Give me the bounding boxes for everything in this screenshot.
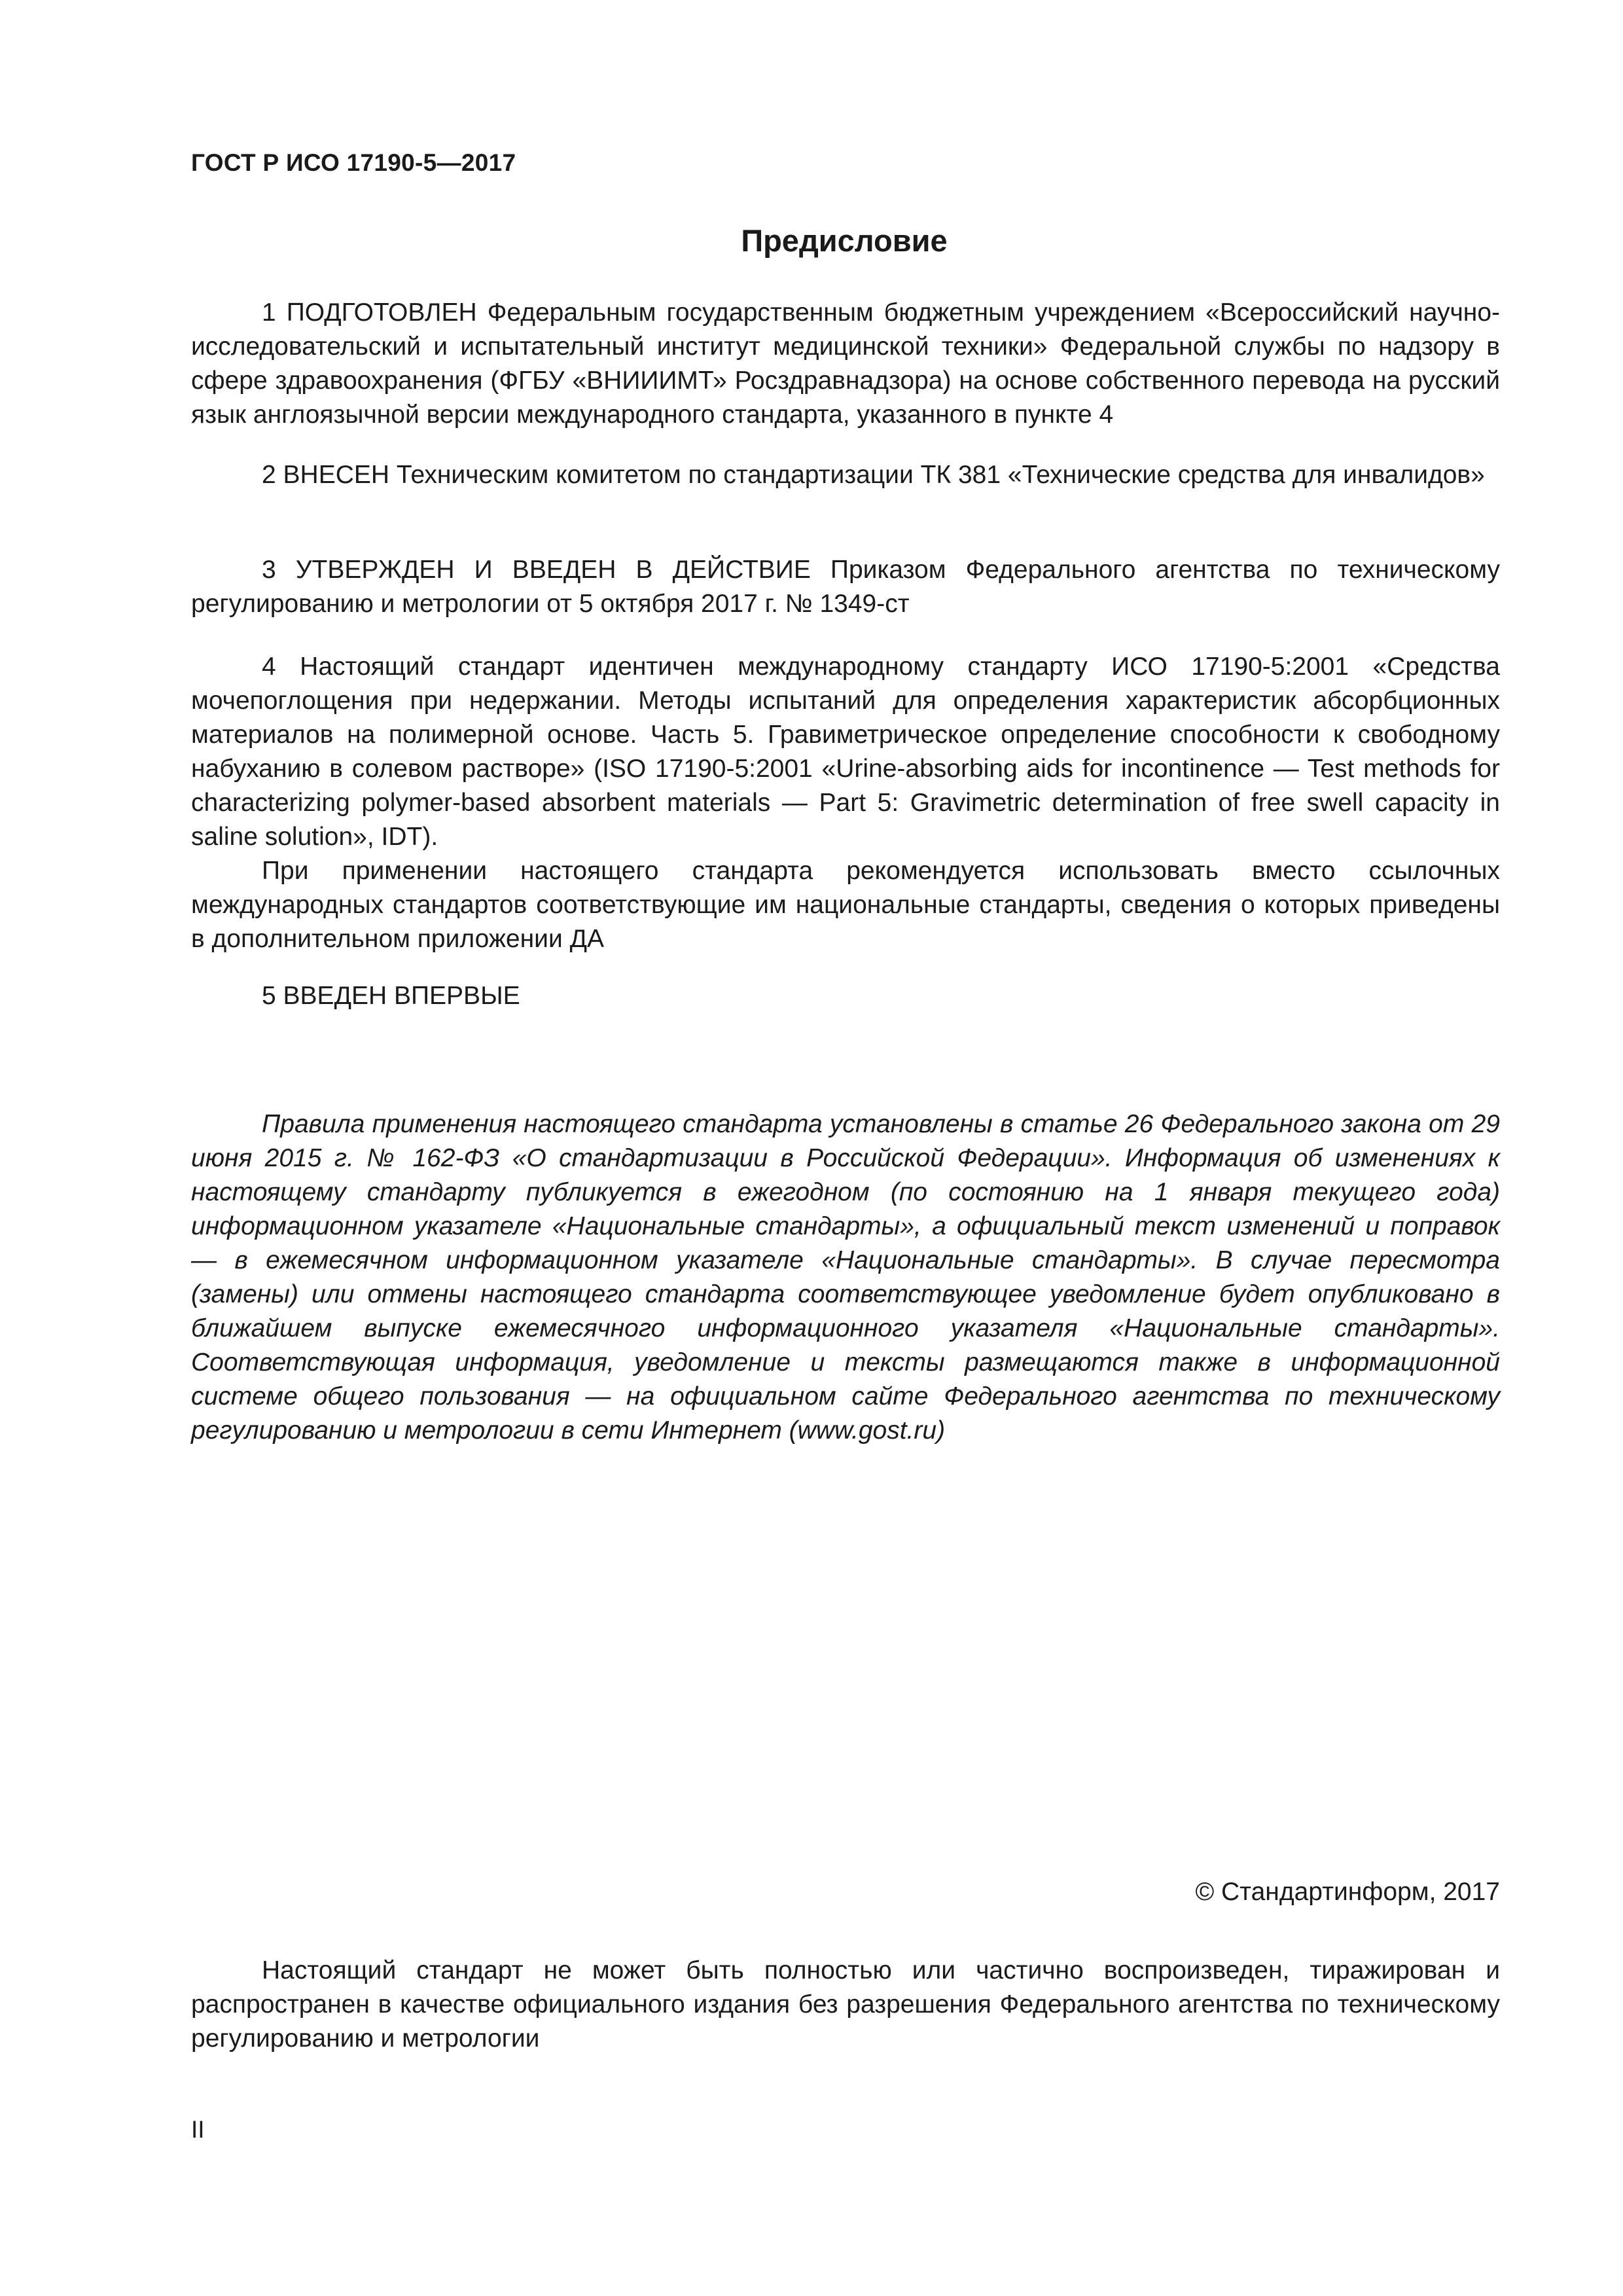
preface-item-1 xyxy=(191,296,1500,432)
preface-item-5 xyxy=(191,979,1500,1013)
copyright-line: © Стандартинформ, 2017 xyxy=(1195,1878,1500,1906)
preface-item-4-note: При применении настоящего стандарта рекомендуется использовать вместо ссылочных международных стандартов соответствующие им национальные стандарты, сведения о которых приведены в дополнительном приложении ДА xyxy=(191,857,1500,953)
reproduction-notice-text: Настоящий стандарт не может быть полностью или частично воспроизведен, тиражирован и распространен в качестве официального издания без разрешения Федерального агентства по техническому регулированию и метрологии xyxy=(191,1956,1500,2053)
rules-notice-text: Правила применения настоящего стандарта установлены в статье 26 Федерального закона от 29 июня 2015 г. № 162-ФЗ «О стандартизации в Российской Федерации». Информация об изменениях к настоящему стандарту публикуется в ежегодном (по состоянию на 1 января текущего года) информационном указателе «Национальные стандарты», а официальный текст изменений и поправок — в ежемесячном информационном указателе «Национальные стандарты». В случае пересмотра (замены) или отмены настоящего стандарта соответствующее уведомление будет опубликовано в ближайшем выпуске ежемесячного информационного указателя «Национальные стандарты». Соответствующая информация, уведомление и тексты размещаются также в информационной системе общего пользования — на официальном сайте Федерального агентства по техническому регулированию и метрологии в сети Интернет (www.gost.ru) xyxy=(191,1110,1500,1444)
preface-item-4-text: 4 Настоящий стандарт идентичен международному стандарту ИСО 17190-5:2001 «Средства мочепоглощения при недержании. Методы испытаний для определения характеристик абсорбционных материалов на полимерной основе. Часть 5. Гравиметрическое определение способности к свободному набуханию в солевом растворе» (ISO 17190-5:2001 «Urine-absorbing aids for incontinence — Test methods for characterizing polymer-based absorbent materials — Part 5: Gravimetric determination of free swell capacity in saline solution», IDT). xyxy=(191,653,1500,851)
preface-item-3 xyxy=(191,553,1500,621)
preface-item-2-text: 2 ВНЕСЕН Техническим комитетом по стандартизации ТК 381 «Технические средства для инвалидов» xyxy=(262,461,1485,489)
page-title: Предисловие xyxy=(741,223,948,258)
preface-item-5-text: 5 ВВЕДЕН ВПЕРВЫЕ xyxy=(262,982,520,1010)
page-number: II xyxy=(191,2116,205,2143)
preface-item-4 xyxy=(191,650,1500,956)
preface-item-3-text: 3 УТВЕРЖДЕН И ВВЕДЕН В ДЕЙСТВИЕ Приказом Федерального агентства по техническому регулированию и метрологии от 5 октября 2017 г. № 1349-ст xyxy=(191,556,1500,618)
preface-item-2 xyxy=(191,458,1500,492)
reproduction-notice xyxy=(191,1954,1500,2056)
rules-notice xyxy=(191,1107,1500,1448)
document-code: ГОСТ Р ИСО 17190-5—2017 xyxy=(191,149,516,176)
preface-item-1-text: 1 ПОДГОТОВЛЕН Федеральным государственным бюджетным учреждением «Всероссийский научно-исследовательский и испытательный институт медицинской техники» Федеральной службы по надзору в сфере здравоохранения (ФГБУ «ВНИИИМТ» Росздравнадзора) на основе собственного перевода на русский язык англоязычной версии международного стандарта, указанного в пункте 4 xyxy=(191,298,1500,429)
